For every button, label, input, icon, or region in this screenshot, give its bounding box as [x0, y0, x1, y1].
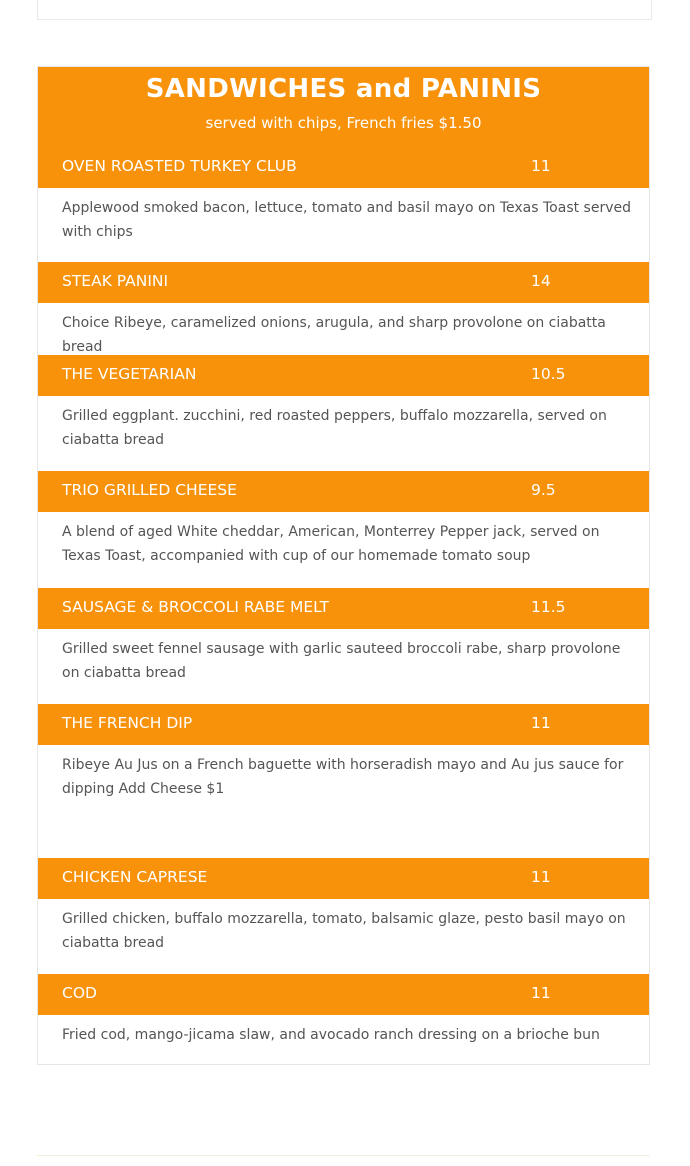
- menu-item-price: 10.5: [531, 365, 566, 383]
- menu-item-description: Grilled eggplant. zucchini, red roasted peppers, buffalo mozzarella, served on ciabatta bread: [62, 408, 607, 448]
- menu-item-name: THE VEGETARIAN: [62, 365, 197, 383]
- menu-item-name: COD: [62, 984, 97, 1002]
- menu-item-bar: [38, 471, 649, 512]
- menu-item-bar: [38, 588, 649, 629]
- previous-menu-card: [37, 0, 652, 20]
- menu-item-bar: [38, 704, 649, 745]
- menu-item-price: 11: [531, 714, 551, 732]
- menu-item-price: 9.5: [531, 481, 556, 499]
- menu-item-name: THE FRENCH DIP: [62, 714, 193, 732]
- menu-item-description: Grilled sweet fennel sausage with garlic sauteed broccoli rabe, sharp provolone on ciabatta bread: [62, 641, 621, 681]
- menu-item-description: A blend of aged White cheddar, American, Monterrey Pepper jack, served on Texas Toast, accompanied with cup of our homemade tomato soup: [62, 524, 600, 564]
- menu-item-bar: [38, 858, 649, 899]
- menu-item-name: OVEN ROASTED TURKEY CLUB: [62, 157, 297, 175]
- menu-item-name: TRIO GRILLED CHEESE: [62, 481, 237, 499]
- menu-item-description: Choice Ribeye, caramelized onions, arugula, and sharp provolone on ciabatta bread: [62, 315, 606, 355]
- menu-section-header: [38, 67, 649, 147]
- menu-section-subtitle: served with chips, French fries $1.50: [205, 114, 482, 132]
- menu-item-name: STEAK PANINI: [62, 272, 169, 290]
- menu-item-price: 11.5: [531, 598, 566, 616]
- sandwiches-menu-card: [37, 66, 650, 1065]
- menu-item-price: 11: [531, 868, 551, 886]
- menu-item-description: Grilled chicken, buffalo mozzarella, tomato, balsamic glaze, pesto basil mayo on ciabatta bread: [62, 911, 626, 951]
- menu-item-name: CHICKEN CAPRESE: [62, 868, 208, 886]
- menu-item-price: 11: [531, 984, 551, 1002]
- menu-item-description: Fried cod, mango-jicama slaw, and avocado ranch dressing on a brioche bun: [62, 1027, 600, 1043]
- menu-item-bar: [38, 355, 649, 396]
- menu-item-bar: [38, 262, 649, 303]
- menu-item-bar: [38, 147, 649, 188]
- menu-item-name: SAUSAGE & BROCCOLI RABE MELT: [62, 598, 330, 616]
- menu-item-price: 11: [531, 157, 551, 175]
- next-menu-card: [37, 1155, 650, 1166]
- menu-section-title: SANDWICHES and PANINIS: [145, 74, 542, 104]
- menu-item-price: 14: [531, 272, 551, 290]
- menu-item-description: Ribeye Au Jus on a French baguette with horseradish mayo and Au jus sauce for dipping Add Cheese $1: [62, 757, 624, 797]
- menu-item-bar: [38, 974, 649, 1015]
- menu-item-description: Applewood smoked bacon, lettuce, tomato and basil mayo on Texas Toast served with chips: [62, 200, 632, 240]
